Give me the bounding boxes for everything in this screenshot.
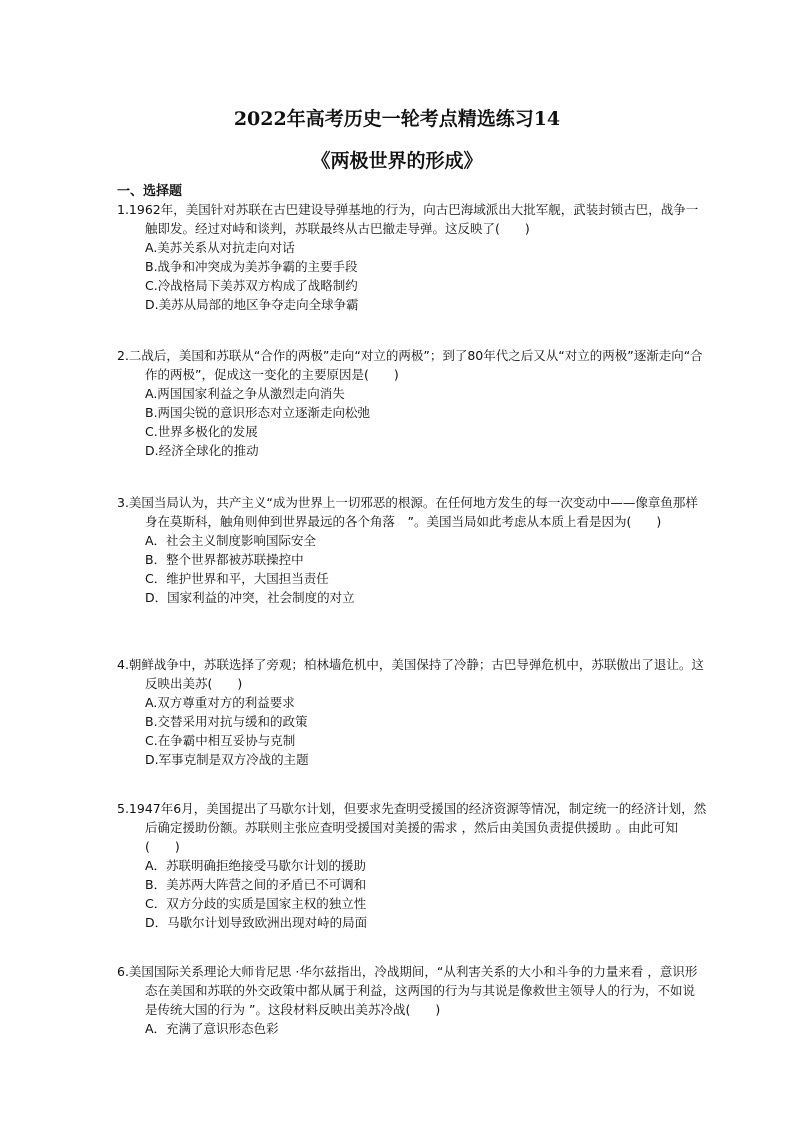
option-a: A．社会主义制度影响国际安全 xyxy=(145,533,317,548)
question-6 xyxy=(117,962,707,1038)
document-subtitle: 《两极世界的形成》 xyxy=(311,150,483,172)
option-a: A．苏联明确拒绝接受马歇尔计划的援助 xyxy=(145,858,367,873)
option-a: A.美苏关系从对抗走向对话 xyxy=(145,240,295,255)
option-c: C.世界多极化的发展 xyxy=(145,424,258,439)
option-a: A.双方尊重对方的利益要求 xyxy=(145,695,295,710)
question-stem: 6.美国国际关系理论大师肯尼思 ·华尔兹指出，冷战期间，“从利害关系的大小和斗争的力量来看 ，意识形态在美国和苏联的外交政策中都从属于利益，这两国的行为与其说是像救世主领导人的行为，不如说是传统大国的行为 ”。这段材料反映出美苏冷战( ) xyxy=(117,964,698,1017)
option-b: B.两国尖锐的意识形态对立逐渐走向松弛 xyxy=(145,405,371,420)
option-d: D．马歇尔计划导致欧洲出现对峙的局面 xyxy=(145,915,368,930)
option-c: C．双方分歧的实质是国家主权的独立性 xyxy=(145,896,367,911)
option-a: A.两国国家利益之争从激烈走向消失 xyxy=(145,386,345,401)
question-3 xyxy=(117,493,707,607)
option-d: D.美苏从局部的地区争夺走向全球争霸 xyxy=(145,297,359,312)
question-5 xyxy=(117,799,707,932)
question-4 xyxy=(117,655,707,769)
question-stem: 3.美国当局认为，共产主义“成为世界上一切邪恶的根源。在任何地方发生的每一次变动中——像章鱼那样身在莫斯科，触角则伸到世界最远的各个角落 ”。美国当局如此考虑从本质上看是因为( ) xyxy=(117,495,698,529)
option-d: D．国家利益的冲突，社会制度的对立 xyxy=(145,590,355,605)
question-stem: 1.1962年，美国针对苏联在古巴建设导弹基地的行为，向古巴海域派出大批军舰，武装封锁古巴，战争一触即发。经过对峙和谈判，苏联最终从古巴撤走导弹。这反映了( ) xyxy=(117,202,699,236)
option-c: C.冷战格局下美苏双方构成了战略制约 xyxy=(145,278,358,293)
question-1 xyxy=(117,200,707,314)
option-b: B．整个世界都被苏联操控中 xyxy=(145,552,304,567)
section-heading: 一、选择题 xyxy=(117,184,183,199)
option-b: B.战争和冲突成为美苏争霸的主要手段 xyxy=(145,259,358,274)
question-stem: 2.二战后，美国和苏联从“合作的两极”走向“对立的两极”；到了80年代之后又从“对立的两极”逐渐走向“合作的两极”，促成这一变化的主要原因是( ) xyxy=(117,348,703,382)
option-b: B.交替采用对抗与缓和的政策 xyxy=(145,714,308,729)
option-d: D.经济全球化的推动 xyxy=(145,443,259,458)
document-title: 2022年高考历史一轮考点精选练习14 xyxy=(233,108,561,130)
option-b: B．美苏两大阵营之间的矛盾已不可调和 xyxy=(145,877,367,892)
option-d: D.军事克制是双方冷战的主题 xyxy=(145,752,309,767)
option-a: A．充满了意识形态色彩 xyxy=(145,1021,279,1036)
option-c: C．维护世界和平，大国担当责任 xyxy=(145,571,329,586)
option-c: C.在争霸中相互妥协与克制 xyxy=(145,733,296,748)
question-stem: 5.1947年6月，美国提出了马歇尔计划，但要求先查明受援国的经济资源等情况，制定统一的经济计划，然后确定援助份额。苏联则主张应查明受援国对美援的需求 ，然后由美国负责提供援助 。由此可知( ) xyxy=(117,801,707,854)
question-2 xyxy=(117,346,707,460)
question-stem: 4.朝鲜战争中，苏联选择了旁观；柏林墙危机中，美国保持了冷静；古巴导弹危机中，苏联傲出了退让。这反映出美苏( ) xyxy=(117,657,704,691)
